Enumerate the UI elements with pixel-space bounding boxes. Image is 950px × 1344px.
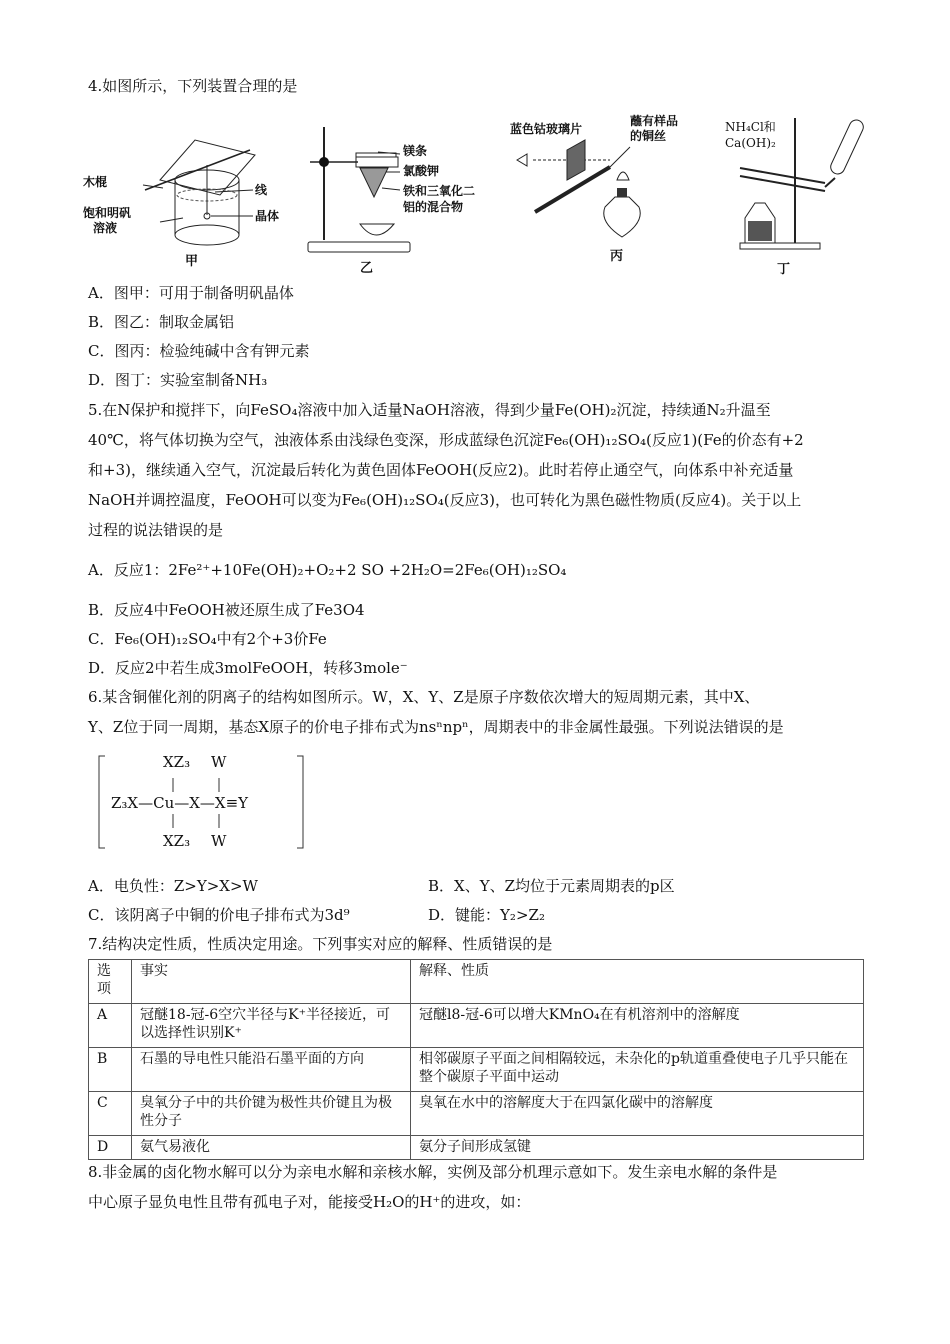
q4-stem: 4.如图所示，下列装置合理的是 xyxy=(88,77,298,95)
row-fact: 冠醚18-冠-6空穴半径与K⁺半径接近，可以选择性识别K⁺ xyxy=(132,1004,411,1048)
anion-structure xyxy=(95,748,310,858)
row-explain: 臭氧在水中的溶解度大于在四氯化碳中的溶解度 xyxy=(411,1092,864,1136)
q4-option-b: B．图乙：制取金属铝 xyxy=(88,313,235,331)
structure-top-left: XZ₃ xyxy=(163,753,191,771)
table-row xyxy=(89,1048,864,1092)
q5-option-d: D．反应2中若生成3molFeOOH，转移3mole⁻ xyxy=(88,659,408,677)
table-row xyxy=(89,1092,864,1136)
q6-line-1: 6.某含铜催化剂的阴离子的结构如图所示。W，X、Y、Z是原子序数依次增大的短周期元素，其中X、 xyxy=(88,688,760,706)
table-row xyxy=(89,1004,864,1048)
q8-line-1: 8.非金属的卤化物水解可以分为亲电水解和亲核水解，实例及部分机理示意如下。发生亲电水解的条件是 xyxy=(88,1163,778,1181)
q7-table xyxy=(88,959,864,1160)
q4-option-c: C．图丙：检验纯碱中含有钾元素 xyxy=(88,342,310,360)
label-reagent-1: NH₄Cl和 xyxy=(725,120,776,134)
structure-bottom-left: XZ₃ xyxy=(163,832,191,850)
row-key: C xyxy=(89,1092,132,1136)
label-stick: 木棍 xyxy=(83,175,108,189)
q6-option-d: D．键能：Y₂>Z₂ xyxy=(428,906,545,924)
q8-line-2: 中心原子显负电性且带有孤电子对，能接受H₂O的H⁺的进攻，如： xyxy=(88,1193,531,1211)
label-crystal: 晶体 xyxy=(255,209,280,223)
table-header-row xyxy=(89,960,864,1004)
header-explain: 解释、性质 xyxy=(411,960,864,1004)
table-row xyxy=(89,1136,864,1160)
q5-option-b: B．反应4中FeOOH被还原生成了Fe3O4 xyxy=(88,601,365,619)
row-fact: 臭氧分子中的共价键为极性共价键且为极性分子 xyxy=(132,1092,411,1136)
q6-option-b: B．X、Y、Z均位于元素周期表的p区 xyxy=(428,877,675,895)
q6-line-2: Y、Z位于同一周期，基态X原子的价电子排布式为nsⁿnpⁿ，周期表中的非金属性最强。下列说法错误的是 xyxy=(88,718,784,736)
row-key: D xyxy=(89,1136,132,1160)
q5-line-1: 5.在N保护和搅拌下，向FeSO₄溶液中加入适量NaOH溶液，得到少量Fe(OH)₂沉淀，持续通N₂升温至 xyxy=(88,401,771,419)
label-thread: 线 xyxy=(255,183,268,197)
label-mg-ribbon: 镁条 xyxy=(403,144,428,158)
q6-option-c: C．该阴离子中铜的价电子排布式为3d⁹ xyxy=(88,906,350,924)
caption-jia: 甲 xyxy=(185,254,199,269)
figure-yi xyxy=(298,122,498,282)
row-key: A xyxy=(89,1004,132,1048)
q4-option-a: A．图甲：可用于制备明矾晶体 xyxy=(88,284,294,302)
structure-middle: Z₃X—Cu—X—X≡Y xyxy=(111,794,249,812)
label-solution-2: 溶液 xyxy=(93,221,118,235)
label-wire-1: 蘸有样品 xyxy=(630,114,679,128)
q5-option-c: C．Fe₆(OH)₁₂SO₄中有2个+3价Fe xyxy=(88,630,327,648)
label-wire-2: 的铜丝 xyxy=(630,129,667,143)
label-solution-1: 饱和明矾 xyxy=(83,206,132,220)
figure-ding xyxy=(720,108,895,278)
figure-bing xyxy=(505,112,685,267)
structure-bottom-right: W xyxy=(211,832,227,850)
header-option: 选项 xyxy=(89,960,132,1004)
caption-bing: 丙 xyxy=(610,249,624,264)
structure-top-right: W xyxy=(211,753,227,771)
q5-line-3: 和+3)，继续通入空气，沉淀最后转化为黄色固体FeOOH(反应2)。此时若停止通空气，向体系中补充适量 xyxy=(88,461,794,479)
row-explain: 冠醚l8-冠-6可以增大KMnO₄在有机溶剂中的溶解度 xyxy=(411,1004,864,1048)
q5-line-5: 过程的说法错误的是 xyxy=(88,521,224,539)
q7-stem: 7.结构决定性质，性质决定用途。下列事实对应的解释、性质错误的是 xyxy=(88,935,553,953)
row-key: B xyxy=(89,1048,132,1092)
q5-line-2: 40℃，将气体切换为空气，浊液体系由浅绿色变深，形成蓝绿色沉淀Fe₆(OH)₁₂SO₄(反应1)(Fe的价态有+2 xyxy=(88,431,804,449)
caption-yi: 乙 xyxy=(360,261,374,276)
q6-option-a: A．电负性：Z>Y>X>W xyxy=(88,877,258,895)
row-fact: 石墨的导电性只能沿石墨平面的方向 xyxy=(132,1048,411,1092)
q5-option-a: A．反应1：2Fe²⁺+10Fe(OH)₂+O₂+2 SO +2H₂O=2Fe₆(OH)₁₂SO₄ xyxy=(88,561,567,579)
thermite-diagram xyxy=(298,122,498,282)
row-fact: 氨气易液化 xyxy=(132,1136,411,1160)
label-cobalt-glass: 蓝色钴玻璃片 xyxy=(510,122,583,136)
label-mixture-2: 铝的混合物 xyxy=(403,200,464,214)
figure-jia xyxy=(85,110,285,270)
label-reagent-2: Ca(OH)₂ xyxy=(725,136,776,150)
label-kclo3: 氯酸钾 xyxy=(403,164,440,178)
label-mixture-1: 铁和三氧化二 xyxy=(403,184,476,198)
caption-ding: 丁 xyxy=(777,262,791,277)
q5-line-4: NaOH并调控温度，FeOOH可以变为Fe₆(OH)₁₂SO₄(反应3)，也可转化为黑色磁性物质(反应4)。关于以上 xyxy=(88,491,802,509)
row-explain: 氨分子间形成氢键 xyxy=(411,1136,864,1160)
header-fact: 事实 xyxy=(132,960,411,1004)
q4-option-d: D．图丁：实验室制备NH₃ xyxy=(88,371,268,389)
row-explain: 相邻碳原子平面之间相隔较远，未杂化的p轨道重叠使电子几乎只能在整个碳原子平面中运动 xyxy=(411,1048,864,1092)
